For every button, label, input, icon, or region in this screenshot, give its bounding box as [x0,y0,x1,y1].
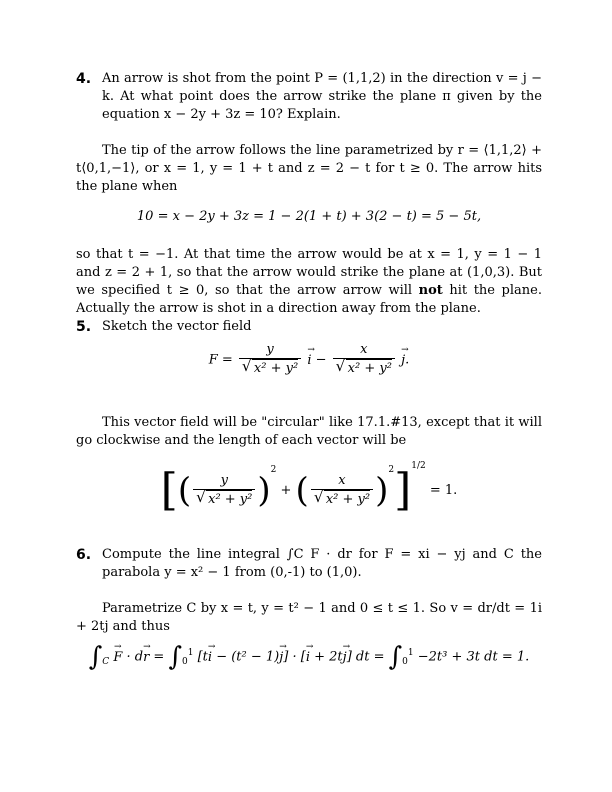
problem-number: 5. [76,319,92,335]
length-formula: [( y √ x² + y² )$^2$ + ( x √ x² + y² )$^2$]$^{1/2}$ = 1. [76,466,542,532]
fraction [311,473,373,509]
numerator: y [220,472,228,488]
problem-question: An arrow is shot from the point P = (1,1,2) in the direction v = j − k. At what point does the arrow strike the plane π given by the equation x − 2y + 3z = 10? Explain. [102,71,542,122]
denominator [311,489,373,509]
problem-question: Sketch the vector field [102,319,252,334]
answer-text: so that t = −1. At that time the arrow would be at x = 1, y = 1 − 1 and z = 2 + 1, so that the arrow would strike the plane at (1,0,3). But we specified t ≥ 0, so that the arrow arrow will [76,247,542,298]
sqrt: √ x² + y² [346,359,392,378]
vector-F: F → [113,649,122,667]
integral-sign: ∫ [388,642,403,672]
integral-sign: ∫ [88,642,103,672]
numerator: y [266,342,274,357]
integral-result: −2t³ + 3t dt = 1. [417,649,530,665]
answer-paragraph: The tip of the arrow follows the line parametrized by r = ⟨1,1,2⟩ + t⟨0,1,−1⟩, or x = 1, y = 1 + t and z = 2 − t for t ≥ 0. The arrow hits the plane when [76,143,542,194]
left-paren: ( [295,470,309,511]
problem-question: Compute the line integral ∫C F · dr for F = xi − yj and C the parabola y = x² − 1 from (0,-1) to (1,0). [102,547,542,580]
emphasis-not: not [418,283,443,298]
unit-vector-i: i → [208,649,212,667]
fraction [193,473,255,509]
left-bracket: [ [160,464,178,516]
numerator: x [338,472,346,488]
vector-field-formula: F = y √ x² + y² i → − x √ x² + y² j →. [76,342,542,378]
right-paren: ) [257,470,271,511]
denominator [239,358,301,378]
unit-vector-j: j → [343,649,347,667]
display-equation: 10 = x − 2y + 3z = 1 − 2(1 + t) + 3(2 − t) = 5 − 5t, [136,209,482,224]
problem-number: 6. [76,547,92,563]
left-paren: ( [177,470,192,511]
unit-vector-i: i → [307,352,311,370]
integral-sign: ∫ [168,642,182,672]
unit-vector-i: i → [306,649,310,667]
sqrt: √ x² + y² [206,490,252,509]
right-paren: ) [375,470,389,511]
unit-vector-j: j → [401,352,405,370]
problem-6 [76,546,542,582]
right-bracket: ] [394,464,412,516]
length-result: = 1. [429,483,458,498]
answer-paragraph: This vector field will be "circular" like 17.1.#13, except that it will go clockwise and the length of each vector will be [76,415,542,448]
unit-vector-j: j → [279,649,283,667]
problem-5 [76,318,542,336]
denominator [193,489,255,509]
vector-r: r → [143,649,149,667]
fraction [239,342,301,378]
problem-4 [76,70,542,124]
problem-number: 4. [76,71,92,87]
sqrt: √ x² + y² [324,490,370,509]
fraction [333,342,395,378]
sqrt: √ x² + y² [252,359,298,378]
line-integral-formula: $\int_C$ F → · dr → = $\int_0^1$ [ti → − (t² − 1)j →] · [i → + 2tj →] dt = $\int_0^1 -2t^3 + 3t$ dt = 1. [76,648,542,692]
denominator [333,358,395,378]
answer-paragraph [76,246,542,318]
numerator: x [360,342,368,357]
answer-text: hit the plane. Actually the arrow is shot in a direction away from the plane. [76,283,542,316]
field-lhs: F = [208,352,233,368]
answer-paragraph: Parametrize C by x = t, y = t² − 1 and 0 ≤ t ≤ 1. So v = dr/dt = 1i + 2tj and thus [76,601,542,634]
